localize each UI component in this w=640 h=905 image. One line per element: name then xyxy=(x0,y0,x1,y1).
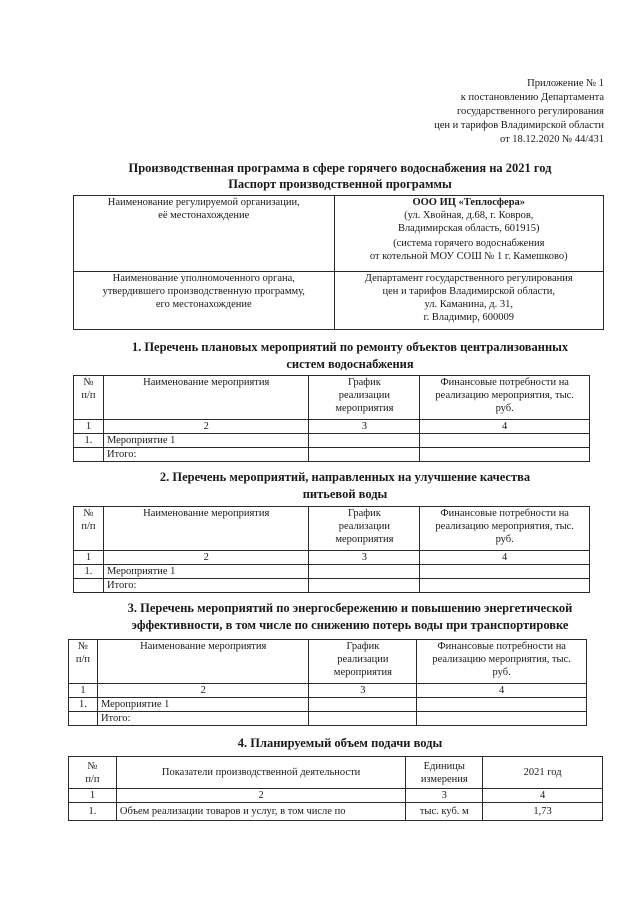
header-schedule xyxy=(309,640,417,684)
cell-line: измерения xyxy=(420,773,468,785)
index-cell: 4 xyxy=(420,420,590,434)
cell-line: п/п xyxy=(85,773,100,785)
section-1-title xyxy=(60,339,640,373)
passport-value-cell xyxy=(334,196,603,272)
header-num xyxy=(74,507,104,551)
total-finance xyxy=(420,579,590,593)
total-schedule xyxy=(309,712,417,726)
appendix-line: цен и тарифов Владимирской области xyxy=(434,120,604,131)
row-indicator: Объем реализации товаров и услуг, в том числе по xyxy=(116,803,405,821)
total-label: Итого: xyxy=(97,712,309,726)
passport-label-cell xyxy=(74,196,335,272)
row-value: 1,73 xyxy=(483,803,603,821)
cell-line: № xyxy=(87,760,98,772)
table-row xyxy=(69,803,603,821)
index-cell: 4 xyxy=(483,789,603,803)
title-subline: Паспорт производственной программы xyxy=(228,177,452,191)
section-4-title xyxy=(60,735,620,752)
row-schedule xyxy=(309,565,420,579)
table-row xyxy=(74,272,604,330)
row-finance xyxy=(417,698,587,712)
row-num: 1. xyxy=(69,803,117,821)
total-label: Итого: xyxy=(103,448,309,462)
table-index-row xyxy=(69,789,603,803)
header-num xyxy=(74,376,104,420)
cell-line: утвердившего производственную программу, xyxy=(102,286,305,297)
cell-line: Финансовые потребности на xyxy=(437,641,566,652)
header-num xyxy=(69,757,117,789)
table-index-row xyxy=(74,420,590,434)
cell-line: п/п xyxy=(81,390,96,401)
passport-table xyxy=(73,195,604,330)
cell-line: п/п xyxy=(81,521,96,532)
index-cell: 3 xyxy=(309,551,420,565)
cell-line: руб. xyxy=(492,667,511,678)
total-finance xyxy=(420,448,590,462)
header-name: Наименование мероприятия xyxy=(103,376,309,420)
table-total-row xyxy=(74,579,590,593)
cell-line: её местонахождение xyxy=(158,210,250,221)
table-header-row xyxy=(74,507,590,551)
index-cell: 2 xyxy=(97,684,309,698)
total-schedule xyxy=(309,579,420,593)
section-title-line: 2. Перечень мероприятий, направленных на улучшение качества xyxy=(159,470,531,484)
passport-label-cell xyxy=(74,272,335,330)
cell-line: цен и тарифов Владимирской области, xyxy=(382,286,555,297)
section-3-title xyxy=(60,600,640,634)
cell-line: реализации xyxy=(337,654,389,665)
appendix-line: Приложение № 1 xyxy=(527,78,604,89)
cell-line: руб. xyxy=(495,403,514,414)
cell-line: п/п xyxy=(75,654,91,665)
table-row xyxy=(74,565,590,579)
row-unit: тыс. куб. м xyxy=(406,803,483,821)
cell-line: (ул. Хвойная, д.68, г. Ковров, xyxy=(404,210,534,221)
section-title-line: систем водоснабжения xyxy=(286,357,414,371)
table-header-row xyxy=(74,376,590,420)
cell-line: (система горячего водоснабжения xyxy=(393,238,545,249)
table-header-row xyxy=(69,640,587,684)
row-name: Мероприятие 1 xyxy=(97,698,309,712)
index-cell: 1 xyxy=(74,551,104,565)
header-name: Наименование мероприятия xyxy=(103,507,309,551)
header-unit xyxy=(406,757,483,789)
index-cell: 4 xyxy=(420,551,590,565)
document-title xyxy=(60,160,620,192)
cell-line: руб. xyxy=(495,534,514,545)
index-cell: 2 xyxy=(103,420,309,434)
cell-line: реализацию мероприятия, тыс. xyxy=(432,654,571,665)
cell-line: реализации xyxy=(338,390,391,401)
cell-line: мероприятия xyxy=(335,403,394,414)
section-title-line: 3. Перечень мероприятий по энергосбережению и повышению энергетической xyxy=(127,601,573,615)
table-total-row xyxy=(69,712,587,726)
header-year: 2021 год xyxy=(483,757,603,789)
table-header-row xyxy=(69,757,603,789)
total-num xyxy=(69,712,98,726)
appendix-line: государственного регулирования xyxy=(456,106,604,117)
section-title-line: 1. Перечень плановых мероприятий по ремонту объектов централизованных xyxy=(131,340,569,354)
events-table-3 xyxy=(68,639,587,726)
table-index-row xyxy=(74,551,590,565)
total-num xyxy=(74,579,104,593)
index-cell: 3 xyxy=(309,420,420,434)
events-table-2 xyxy=(73,506,590,593)
header-finance xyxy=(420,507,590,551)
cell-line: Финансовые потребности на xyxy=(440,508,569,519)
table-row xyxy=(74,434,590,448)
header-indicator: Показатели производственной деятельности xyxy=(116,757,405,789)
organization-name: ООО ИЦ «Теплосфера» xyxy=(412,197,526,208)
appendix-line: от 18.12.2020 № 44/431 xyxy=(499,134,604,145)
cell-line: № xyxy=(83,508,94,519)
index-cell: 4 xyxy=(417,684,587,698)
row-finance xyxy=(420,565,590,579)
table-index-row xyxy=(69,684,587,698)
index-cell: 3 xyxy=(406,789,483,803)
total-finance xyxy=(417,712,587,726)
total-schedule xyxy=(309,448,420,462)
row-num: 1. xyxy=(74,434,104,448)
header-schedule xyxy=(309,507,420,551)
index-cell: 2 xyxy=(103,551,309,565)
cell-line: г. Владимир, 600009 xyxy=(423,312,515,323)
cell-line: реализации xyxy=(338,521,391,532)
index-cell: 3 xyxy=(309,684,417,698)
cell-line: № xyxy=(77,641,88,652)
row-schedule xyxy=(309,698,417,712)
section-2-title xyxy=(60,469,630,503)
table-total-row xyxy=(74,448,590,462)
cell-line: Владимирская область, 601915) xyxy=(397,223,540,234)
cell-line: мероприятия xyxy=(335,534,394,545)
appendix-header xyxy=(434,77,604,147)
header-name: Наименование мероприятия xyxy=(97,640,309,684)
header-finance xyxy=(417,640,587,684)
row-num: 1. xyxy=(74,565,104,579)
index-cell: 2 xyxy=(116,789,405,803)
row-finance xyxy=(420,434,590,448)
header-num xyxy=(69,640,98,684)
index-cell: 1 xyxy=(74,420,104,434)
cell-line: График xyxy=(347,377,381,388)
table-row xyxy=(74,196,604,272)
row-num: 1. xyxy=(69,698,98,712)
events-table-1 xyxy=(73,375,590,462)
cell-line: реализацию мероприятия, тыс. xyxy=(435,390,574,401)
passport-value-cell xyxy=(334,272,603,330)
cell-line: его местонахождение xyxy=(155,299,252,310)
cell-line: № xyxy=(83,377,94,388)
row-name: Мероприятие 1 xyxy=(103,565,309,579)
cell-line: от котельной МОУ СОШ № 1 г. Камешково) xyxy=(369,251,568,262)
section-title-line: питьевой воды xyxy=(302,487,388,501)
total-label: Итого: xyxy=(103,579,309,593)
cell-line: Единицы xyxy=(423,760,465,772)
cell-line: мероприятия xyxy=(333,667,392,678)
total-num xyxy=(74,448,104,462)
cell-line: Департамент государственного регулирования xyxy=(364,273,573,284)
index-cell: 1 xyxy=(69,789,117,803)
title-line: Производственная программа в сфере горячего водоснабжения на 2021 год xyxy=(128,161,552,175)
row-schedule xyxy=(309,434,420,448)
volume-table xyxy=(68,756,603,821)
row-name: Мероприятие 1 xyxy=(103,434,309,448)
appendix-line: к постановлению Департамента xyxy=(460,92,604,103)
table-row xyxy=(69,698,587,712)
header-finance xyxy=(420,376,590,420)
cell-line: ул. Каманина, д. 31, xyxy=(424,299,514,310)
index-cell: 1 xyxy=(69,684,98,698)
cell-line: реализацию мероприятия, тыс. xyxy=(435,521,574,532)
section-title-line: 4. Планируемый объем подачи воды xyxy=(237,736,443,750)
cell-line: Наименование регулируемой организации, xyxy=(107,197,300,208)
section-title-line: эффективности, в том числе по снижению потерь воды при транспортировке xyxy=(131,618,569,632)
cell-line: Финансовые потребности на xyxy=(440,377,569,388)
cell-line: График xyxy=(346,641,380,652)
cell-line: График xyxy=(347,508,381,519)
header-schedule xyxy=(309,376,420,420)
cell-line: Наименование уполномоченного органа, xyxy=(112,273,295,284)
